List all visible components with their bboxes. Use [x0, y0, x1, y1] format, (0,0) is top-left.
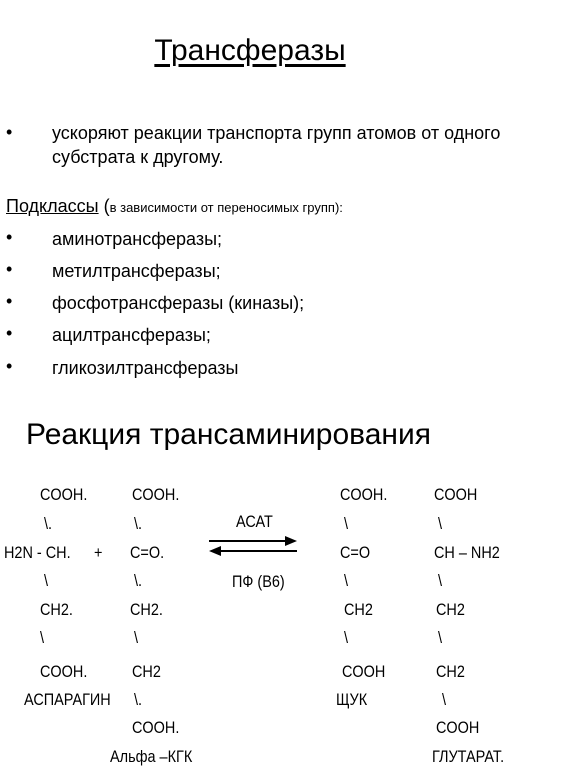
subclasses-note-close: ):	[334, 200, 343, 215]
col2-r2: \.	[134, 514, 143, 533]
subclasses-label: Подклассы	[6, 196, 99, 216]
bullet-icon: •	[6, 291, 13, 311]
coenzyme-label: ПФ (В6)	[232, 572, 285, 591]
col3-r6: \	[344, 628, 349, 647]
col1-r1: COOH.	[40, 485, 88, 504]
col4-r1: COOH	[434, 485, 478, 504]
reaction-title: Реакция трансаминирования	[26, 418, 431, 451]
col2-r5: CH2.	[130, 600, 163, 619]
col2-r8: \.	[134, 690, 143, 709]
list-item: аминотрансферазы;	[52, 229, 223, 249]
list-item: фосфотрансферазы (киназы);	[52, 293, 305, 313]
col3-r2: \	[344, 514, 349, 533]
col1-r2: \.	[44, 514, 53, 533]
col2-name: Альфа –КГК	[110, 747, 193, 766]
col3-r1: COOH.	[340, 485, 388, 504]
col2-r3: C=O.	[130, 543, 165, 562]
bullet-icon: •	[6, 259, 13, 279]
col2-r1: COOH.	[132, 485, 180, 504]
col1-r5: CH2.	[40, 600, 73, 619]
col3-r4: \	[344, 571, 349, 590]
intro-text: ускоряют реакции транспорта групп атомов от одного субстрата к другому.	[52, 123, 501, 167]
subclasses-heading	[6, 196, 343, 217]
col1-r3: H2N - CH.	[4, 543, 71, 562]
col4-r5: CH2	[436, 600, 465, 619]
col2-r7: CH2	[132, 662, 161, 681]
col4-r6: \	[438, 628, 443, 647]
col4-r8: \	[442, 690, 447, 709]
col4-r7: CH2	[436, 662, 465, 681]
bullet-icon: •	[6, 227, 13, 247]
bullet-icon: •	[6, 323, 13, 343]
list-item: метилтрансферазы;	[52, 261, 221, 281]
col2-r9: COOH.	[132, 718, 180, 737]
col3-r5: CH2	[344, 600, 373, 619]
bullet-icon: •	[6, 356, 13, 376]
col4-r2: \	[438, 514, 443, 533]
col4-r3: CH – NH2	[434, 543, 500, 562]
col3-r7: COOH	[342, 662, 386, 681]
plus-sign: +	[94, 543, 103, 562]
col1-r4: \	[44, 571, 49, 590]
col1-r7: COOH.	[40, 662, 88, 681]
col1-name: АСПАРАГИН	[24, 690, 111, 709]
col4-r9: COOH	[436, 718, 480, 737]
subclasses-note-open: (	[98, 196, 110, 216]
col4-r4: \	[438, 571, 443, 590]
col2-r4: \.	[134, 571, 143, 590]
bullet-icon: •	[6, 122, 13, 142]
enzyme-label: АСАТ	[236, 512, 273, 531]
list-item: ацилтрансферазы;	[52, 325, 211, 345]
subclasses-note: в зависимости от переносимых групп	[109, 200, 335, 215]
reversible-arrow-icon	[205, 525, 301, 559]
col4-name: ГЛУТАРАТ.	[432, 747, 505, 766]
col1-r6: \	[40, 628, 45, 647]
col3-name: ЩУК	[336, 690, 368, 709]
col3-r3: C=O	[340, 543, 371, 562]
page-title: Трансферазы	[154, 34, 346, 67]
list-item: гликозилтрансферазы	[52, 358, 239, 378]
col2-r6: \	[134, 628, 139, 647]
